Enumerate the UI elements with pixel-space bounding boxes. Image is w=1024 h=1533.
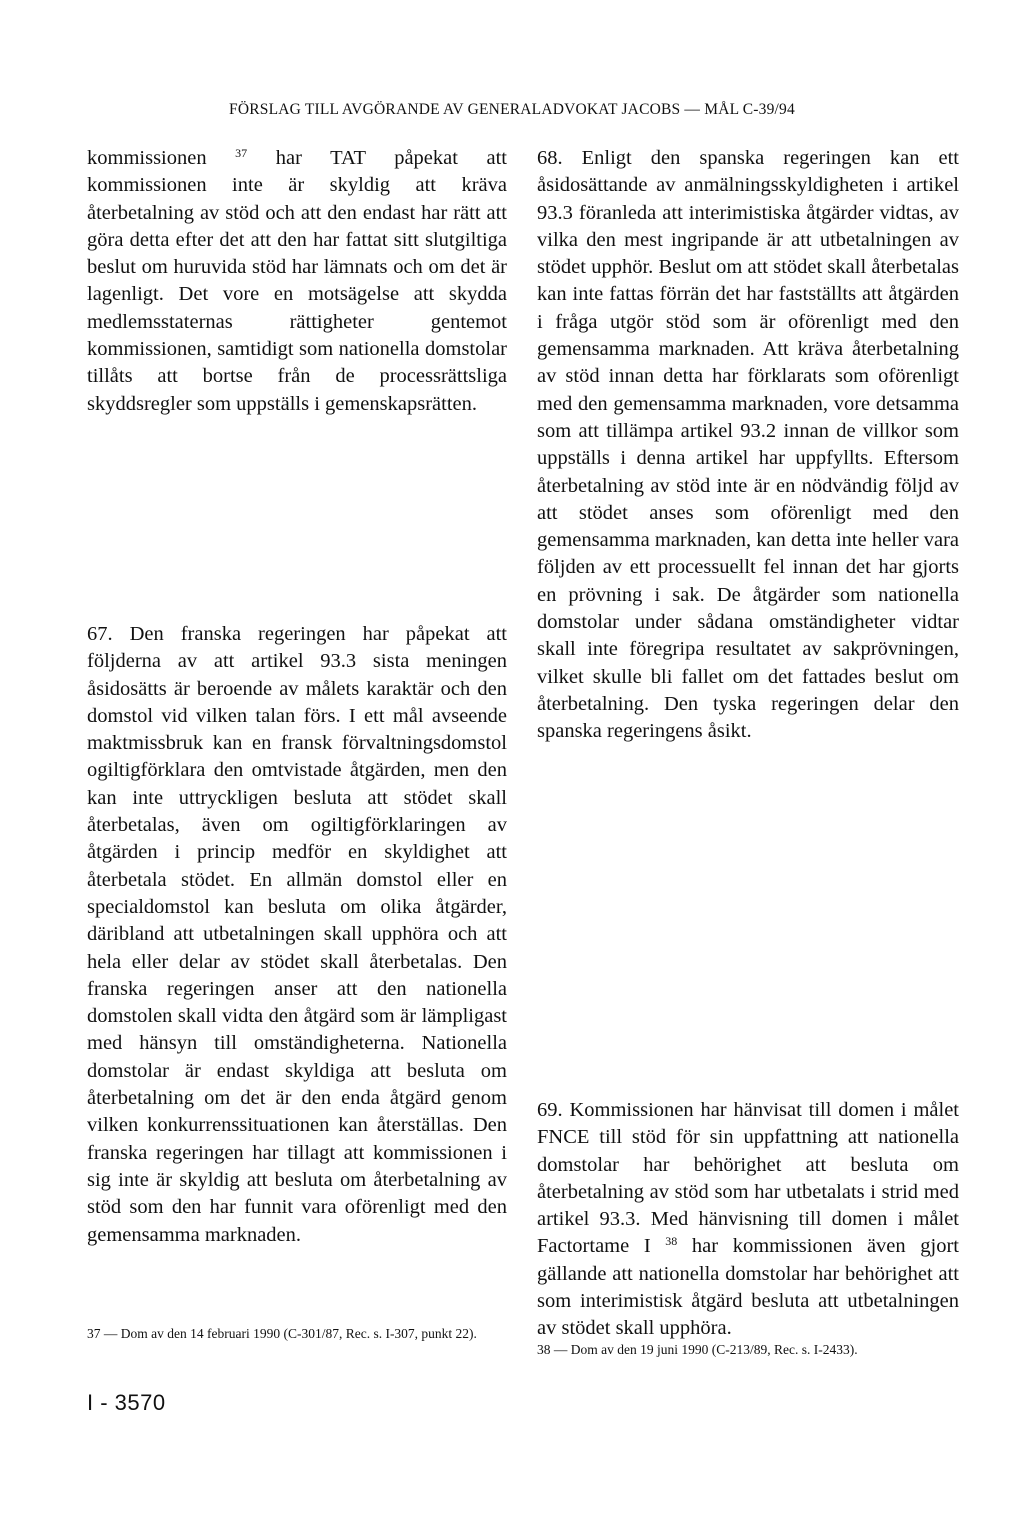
p66-text-rest: har TAT påpekat att kommissionen inte är skyldig att kräva återbetalning av stöd och att den endast har rätt att göra detta efter det att den har fattat sitt slutgiltiga beslut om huruvida stöd har lämnats och om det är lagenligt. Det vore en motsägelse att skydda medlemsstaternas rättigheter gentemot kommissionen, samtidigt som nationella domstolar tillåts att bortse från de processrättsliga skyddsregler som uppställs i gemenskapsrätten. [87, 147, 507, 415]
paragraph-67 [87, 621, 507, 1249]
footnote-37: 37 — Dom av den 14 februari 1990 (C-301/87, Rec. s. I-307, punkt 22). [87, 1326, 477, 1341]
footnote-ref-38: 38 [665, 1234, 678, 1249]
paragraph-69 [537, 1097, 959, 1343]
p69-text-start: 69. Kommissionen har hänvisat till domen i målet FNCE till stöd för sin uppfattning att nationella domstolar har behörighet att besluta om återbetalning av stöd som har utbetalats i strid med artikel 93.3. Med hänvisning till domen i målet Factortame I [537, 1099, 959, 1258]
p69-text-rest: har kommissionen även gjort gällande att nationella domstolar har behörighet att som interimistisk åtgärd besluta att utbetalningen av stödet skall upphöra. [537, 1235, 959, 1340]
p66-text-start: kommissionen [87, 147, 236, 169]
paragraph-66-continued [87, 145, 507, 418]
p68-text: 68. Enligt den spanska regeringen kan ett åsidosättande av anmälningsskyldigheten i artikel 93.3 föranleda att interimistiska åtgärder vidtas, av vilka den mest ingripande är att utbetalningen av stödet upphör. Beslut om att stödet skall återbetalas kan inte fattas förrän det har fastställts att åtgärden i fråga utgör stöd som är oförenligt med den gemensamma marknaden. Att kräva återbetalning av stöd innan detta har förklarats som oförenligt med den gemensamma marknaden, vore detsamma som att tillämpa artikel 93.2 innan de villkor som uppställs i denna artikel har uppfyllts. Eftersom återbetalning av stöd inte är en nödvändig följd av att stödet anses som oförenligt med den gemensamma marknaden, kan detta inte heller vara följden av ett processuellt fel innan det har gjorts en prövning i sak. De åtgärder som nationella domstolar under sådana omständigheter vidtar skall inte föregripa resultatet av sakprövningen, vilket skulle bli fallet om det fattades beslut om återbetalning. Den tyska regeringen delar den spanska regeringens åsikt. [537, 147, 959, 743]
footnote-38: 38 — Dom av den 19 juni 1990 (C-213/89, Rec. s. I-2433). [537, 1342, 858, 1357]
page-number: I - 3570 [87, 1390, 166, 1415]
paragraph-68 [537, 145, 959, 746]
running-head: FÖRSLAG TILL AVGÖRANDE AV GENERALADVOKAT JACOBS — MÅL C-39/94 [229, 101, 795, 118]
footnote-ref-37: 37 [235, 146, 248, 160]
p67-text: 67. Den franska regeringen har påpekat att följderna av att artikel 93.3 sista meningen åsidosätts är beroende av målets karaktär och den domstol vid vilken talan förs. I ett mål avseende maktmissbruk kan en fransk förvaltningsdomstol ogiltigförklara den omtvistade åtgärden, men den kan inte uttryckligen besluta att stödet skall återbetalas, även om ogiltigförklaringen av åtgärden i princip medför en skyldighet att återbetala stödet. En allmän domstol eller en specialdomstol kan besluta om olika åtgärder, däribland att utbetalningen skall upphöra och att hela eller delar av stödet skall återbetalas. Den franska regeringen anser att den nationella domstolen skall vidta den åtgärd som är lämpligast med hänsyn till omständigheterna. Nationella domstolar är endast skyldiga att besluta om återbetalning om det är den enda åtgärd genom vilken konkurrenssituationen kan återställas. Den franska regeringen har tillagt att kommissionen i sig inte är skyldig att besluta om återbetalning av stöd som den har funnit vara oförenligt med den gemensamma marknaden. [87, 623, 507, 1246]
